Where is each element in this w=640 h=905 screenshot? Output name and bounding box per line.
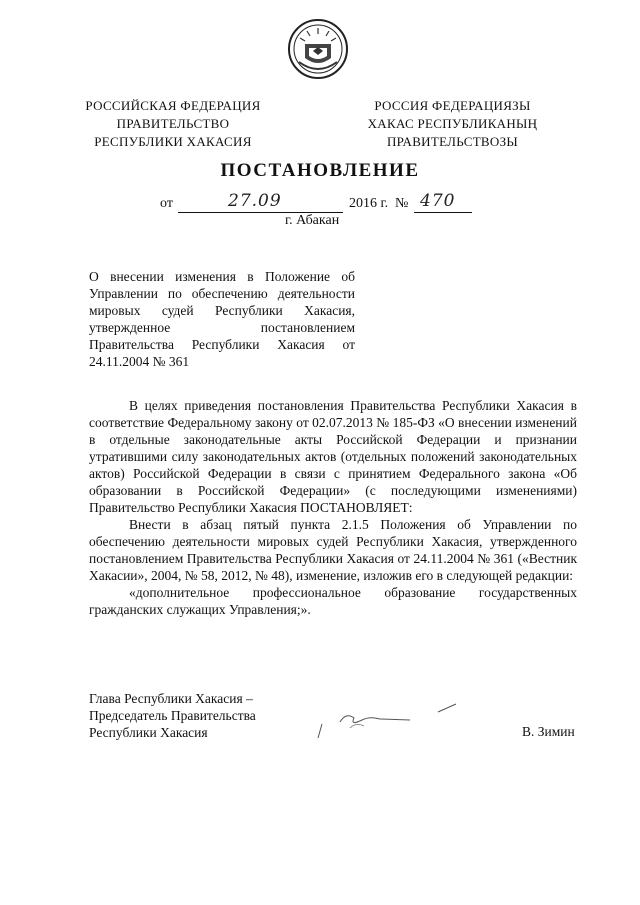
document-title: ПОСТАНОВЛЕНИЕ (220, 160, 420, 181)
header-left-line: РОССИЙСКАЯ ФЕДЕРАЦИЯ (85, 98, 261, 113)
signature-title-line: Республики Хакасия (89, 725, 208, 740)
city-text: г. Абакан (285, 213, 340, 228)
header-left-line: РЕСПУБЛИКИ ХАКАСИЯ (94, 134, 252, 149)
coat-of-arms-icon (287, 18, 349, 80)
number-handwritten: 470 (420, 191, 456, 211)
body-paragraph: В целях приведения постановления Правительства Республики Хакасия в соответствие Федеральному закону от 02.07.2013 № 185-ФЗ «О внесении изменений в отдельные законодательные акты Российской Федерации и признании утратившими силу законодательных актов (отдельных положений законодательных актов) Российской Федерации в связи с принятием Федерального закона «Об образовании в Российской Федерации» (с последующими изменениями) Правительство Республики Хакасия ПОСТАНОВЛЯЕТ: (89, 398, 577, 515)
number-underline (414, 212, 472, 213)
header-left-line: ПРАВИТЕЛЬСТВО (116, 116, 230, 131)
number-sign: № (395, 196, 409, 211)
signature-block (89, 690, 256, 741)
header-left (78, 97, 268, 151)
year-text: 2016 г. (349, 196, 389, 211)
header-right (360, 97, 545, 151)
handwritten-signature (310, 700, 470, 755)
subject-text: О внесении изменения в Положение об Управлении по обеспечению деятельности мировых судей Республики Хакасия, утвержденное постановлением Правительства Республики Хакасия от 24.11.2004 № 361 (89, 269, 355, 369)
body-paragraph: Внести в абзац пятый пункта 2.1.5 Положения об Управлении по обеспечению деятельности мировых судей Республики Хакасия, утвержденного постановлением Правительства Республики Хакасия от 24.11.2004 № 361 («Вестник Хакасии», 2004, № 58, 2012, № 48), изменение, изложив его в следующей редакции: (89, 517, 577, 583)
signature-title-line: Председатель Правительства (89, 708, 256, 723)
document-body (89, 397, 577, 618)
header-right-line: ХАКАС РЕСПУБЛИКАНЫҢ (367, 116, 538, 131)
signature-title-line: Глава Республики Хакасия – (89, 691, 253, 706)
date-prefix: от (160, 196, 173, 211)
header-right-line: ПРАВИТЕЛЬСТВОЗЫ (386, 134, 519, 149)
body-paragraph: «дополнительное профессиональное образование государственных гражданских служащих Управления;». (89, 585, 577, 617)
signer-name: В. Зимин (522, 724, 575, 739)
date-handwritten: 27.09 (228, 191, 282, 211)
header-right-line: РОССИЯ ФЕДЕРАЦИЯЗЫ (374, 98, 531, 113)
